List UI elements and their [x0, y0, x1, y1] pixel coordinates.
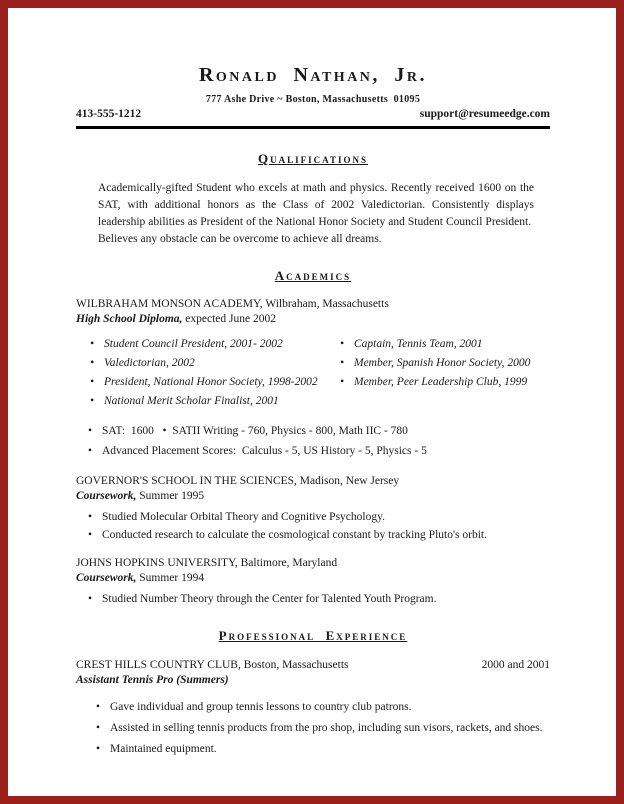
contact-row [76, 108, 550, 120]
bullet-icon: • [88, 529, 93, 541]
honors-columns [90, 335, 550, 411]
experience-heading: Professional Experience [218, 628, 408, 643]
bullet-icon: • [96, 743, 101, 755]
honors-list-left [90, 335, 340, 411]
list-item [88, 421, 550, 441]
bullet-icon: • [88, 425, 93, 437]
test-scores-list [88, 421, 550, 461]
resume-header [76, 64, 550, 129]
list-item [340, 354, 550, 373]
school-name-wilbraham: WILBRAHAM MONSON ACADEMY, Wilbraham, Massachusetts [76, 298, 389, 310]
bullet-icon: • [90, 338, 95, 350]
hopkins-bullets [88, 590, 550, 608]
bullet-icon: • [340, 338, 345, 350]
school-name-hopkins: JOHNS HOPKINS UNIVERSITY, Baltimore, Maryland [76, 557, 338, 569]
candidate-name: Ronald Nathan, Jr. [198, 64, 428, 86]
candidate-phone: 413-555-1212 [76, 108, 142, 120]
score-text: SAT: 1600 • SATII Writing - 760, Physics - 800, Math IIC - 780 [102, 425, 408, 437]
job-title: Assistant Tennis Pro (Summers) [76, 674, 229, 686]
bullet-text: Conducted research to calculate the cosmological constant by tracking Pluto's orbit. [102, 529, 487, 541]
list-item [340, 335, 550, 354]
bullet-text: Studied Molecular Orbital Theory and Cognitive Psychology. [102, 511, 385, 523]
candidate-email: support@resumeedge.com [419, 108, 550, 120]
list-item [90, 392, 340, 411]
employment-dates: 2000 and 2001 [481, 659, 550, 671]
academics-heading: Academics [274, 268, 352, 283]
list-item [340, 373, 550, 392]
qualifications-summary: Academically-gifted Student who excels at math and physics. Recently received 1600 on the SAT, with additional honors as the Class of 2002 Valedictorian. Consistently displays leadership abilities as President of the National Honor Society and Student Council President. Believes any obstacle can be overcome to achieve all dreams. [98, 182, 534, 245]
section-experience [76, 628, 550, 760]
job-title-line [76, 673, 550, 688]
list-item [88, 526, 550, 544]
degree-note: expected June 2002 [185, 313, 276, 325]
coursework-date: Summer 1995 [139, 490, 205, 502]
bullet-icon: • [340, 376, 345, 388]
bullet-icon: • [90, 376, 95, 388]
bullet-icon: • [90, 357, 95, 369]
list-item [90, 335, 340, 354]
list-item [90, 373, 340, 392]
bullet-icon: • [88, 445, 93, 457]
honor-text: President, National Honor Society, 1998-2002 [104, 376, 318, 388]
bullet-icon: • [340, 357, 345, 369]
list-item [88, 441, 550, 461]
degree-title: High School Diploma, [76, 313, 183, 325]
honor-text: National Merit Scholar Finalist, 2001 [104, 395, 279, 407]
employer-row [76, 658, 550, 673]
score-text: Advanced Placement Scores: Calculus - 5, US History - 5, Physics - 5 [102, 445, 427, 457]
bullet-icon: • [90, 395, 95, 407]
honors-list-right [340, 335, 550, 411]
bullet-text: Assisted in selling tennis products from the pro shop, including sun visors, rackets, and shoes. [110, 722, 543, 734]
degree-line [76, 312, 550, 327]
honor-text: Student Council President, 2001- 2002 [104, 338, 283, 350]
section-qualifications [76, 151, 550, 248]
bullet-text: Gave individual and group tennis lessons to country club patrons. [110, 701, 412, 713]
honor-text: Captain, Tennis Team, 2001 [354, 338, 483, 350]
header-divider [76, 126, 550, 129]
list-item [88, 508, 550, 526]
coursework-line [76, 571, 550, 586]
list-item [88, 590, 550, 608]
honor-text: Member, Peer Leadership Club, 1999 [354, 376, 528, 388]
experience-bullets [96, 697, 550, 760]
section-academics [76, 268, 550, 608]
candidate-address: 777 Ashe Drive ~ Boston, Massachusetts 01095 [205, 94, 421, 105]
list-item [90, 354, 340, 373]
bullet-icon: • [88, 511, 93, 523]
bullet-icon: • [88, 593, 93, 605]
coursework-date: Summer 1994 [139, 572, 205, 584]
list-item [96, 718, 550, 739]
bullet-icon: • [96, 701, 101, 713]
coursework-label: Coursework, [76, 572, 137, 584]
bullet-text: Maintained equipment. [110, 743, 217, 755]
bullet-text: Studied Number Theory through the Center for Talented Youth Program. [102, 593, 437, 605]
list-item [96, 697, 550, 718]
school-name-governors: GOVERNOR'S SCHOOL IN THE SCIENCES, Madison, New Jersey [76, 475, 400, 487]
coursework-label: Coursework, [76, 490, 137, 502]
bullet-icon: • [96, 722, 101, 734]
list-item [96, 739, 550, 760]
honor-text: Member, Spanish Honor Society, 2000 [354, 357, 531, 369]
coursework-line [76, 489, 550, 504]
employer-name: CREST HILLS COUNTRY CLUB, Boston, Massachusetts [76, 659, 349, 671]
qualifications-heading: Qualifications [258, 151, 368, 166]
governors-bullets [88, 508, 550, 544]
honor-text: Valedictorian, 2002 [104, 357, 195, 369]
